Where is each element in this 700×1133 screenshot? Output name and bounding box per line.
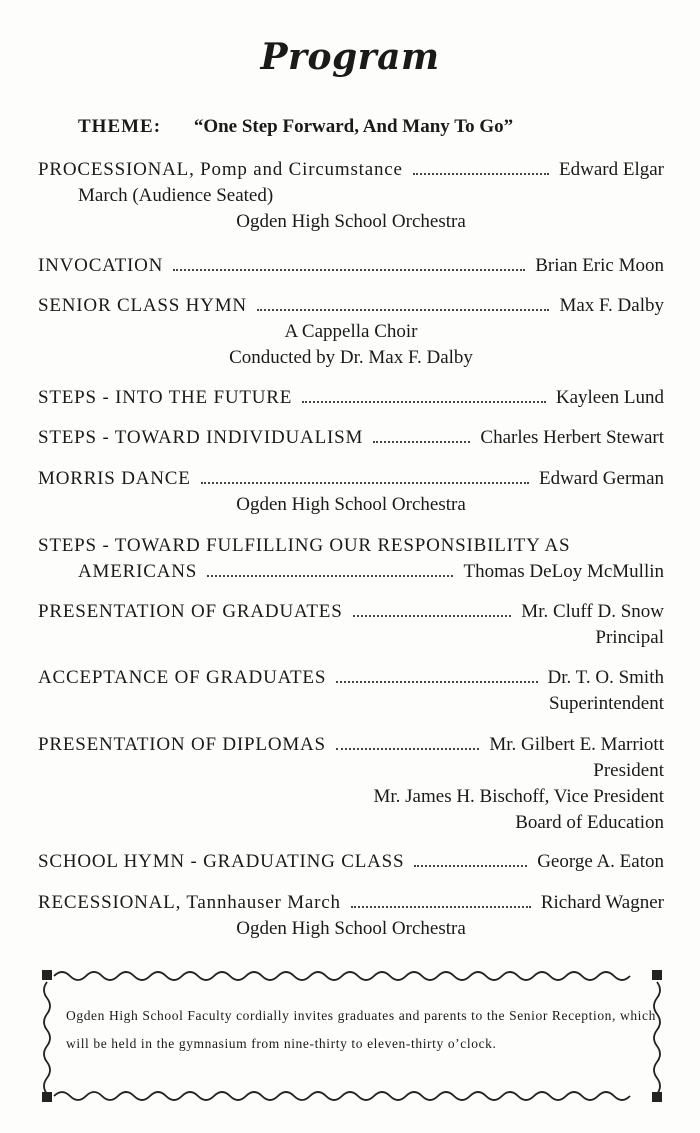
entry-item: PRESENTATION OF GRADUATES (38, 601, 343, 622)
entry-item: SCHOOL HYMN - GRADUATING CLASS (38, 851, 405, 872)
entry-performer: Richard Wagner (540, 892, 664, 913)
program-entry-presentation-graduates (38, 599, 664, 651)
entry-performer: Edward German (538, 468, 664, 489)
program-entry-morris-dance (38, 466, 664, 518)
entry-detail: Ogden High School Orchestra (236, 211, 466, 232)
entry-performer: Max F. Dalby (559, 295, 664, 316)
dot-leader (302, 401, 546, 403)
dot-leader (257, 309, 550, 311)
left-scroll-border (44, 982, 50, 1094)
top-scroll-border (54, 972, 630, 980)
entry-item-continued: AMERICANS (78, 561, 198, 582)
entry-item: STEPS - TOWARD INDIVIDUALISM (38, 427, 364, 448)
entry-detail: March (Audience Seated) (78, 185, 274, 206)
dot-leader (336, 748, 479, 750)
program-entry-processional (38, 157, 664, 235)
program-entry-steps-future (38, 385, 664, 411)
entry-item: ACCEPTANCE OF GRADUATES (38, 667, 327, 688)
entry-detail: A Cappella Choir (284, 321, 418, 342)
dot-leader (336, 681, 537, 683)
dot-leader (414, 865, 527, 867)
entry-performer: Edward Elgar (559, 159, 664, 180)
entry-item: MORRIS DANCE (38, 468, 191, 489)
program-entry-invocation (38, 253, 664, 279)
entry-item: INVOCATION (38, 255, 164, 276)
entry-detail: President (593, 760, 664, 781)
entry-performer: Mr. Gilbert E. Marriott (489, 734, 664, 755)
entry-detail: Superintendent (548, 693, 664, 714)
dot-leader (201, 482, 529, 484)
dot-leader (351, 906, 531, 908)
entry-detail: Ogden High School Orchestra (236, 918, 466, 939)
entry-performer: George A. Eaton (537, 851, 664, 872)
entry-performer: Thomas DeLoy McMullin (463, 561, 664, 582)
entry-detail: Principal (595, 627, 664, 648)
theme-label: THEME: (78, 116, 162, 137)
theme-value: “One Step Forward, And Many To Go” (193, 116, 514, 137)
entry-item: STEPS - INTO THE FUTURE (38, 387, 293, 408)
page-title: Program (260, 36, 440, 78)
entry-performer: Kayleen Lund (555, 387, 664, 408)
reception-invitation-text: Ogden High School Faculty cordially invites graduates and parents to the Senior Reception, which will be held in the gymnasium from nine-thirty to eleven-thirty o’clock. (66, 1008, 656, 1051)
entry-item: PROCESSIONAL, Pomp and Circumstance (38, 159, 403, 180)
entry-detail: Mr. James H. Bischoff, Vice President (373, 786, 664, 807)
dot-leader (173, 269, 525, 271)
entry-item: SENIOR CLASS HYMN (38, 295, 247, 316)
bottom-scroll-border (54, 1092, 630, 1100)
entry-performer: Dr. T. O. Smith (547, 667, 664, 688)
program-entry-school-hymn (38, 849, 664, 875)
entry-performer: Mr. Cluff D. Snow (521, 601, 664, 622)
theme-line (78, 116, 513, 138)
entry-detail: Board of Education (515, 812, 664, 833)
entry-item: PRESENTATION OF DIPLOMAS (38, 734, 326, 755)
program-entry-steps-responsibility (38, 533, 664, 585)
entry-item: STEPS - TOWARD FULFILLING OUR RESPONSIBILITY AS (38, 535, 571, 556)
entry-performer: Brian Eric Moon (535, 255, 664, 276)
entry-detail: Ogden High School Orchestra (236, 494, 466, 515)
entry-item: RECESSIONAL, Tannhauser March (38, 892, 341, 913)
program-entry-acceptance-graduates (38, 665, 664, 717)
entry-detail: Conducted by Dr. Max F. Dalby (229, 347, 473, 368)
program-entry-senior-class-hymn (38, 293, 664, 371)
entry-performer: Charles Herbert Stewart (480, 427, 664, 448)
dot-leader (207, 575, 453, 577)
program-entry-steps-individualism (38, 425, 664, 451)
dot-leader (413, 173, 549, 175)
program-entry-presentation-diplomas (38, 732, 664, 836)
dot-leader (353, 615, 512, 617)
dot-leader (373, 441, 470, 443)
program-entry-recessional (38, 890, 664, 942)
